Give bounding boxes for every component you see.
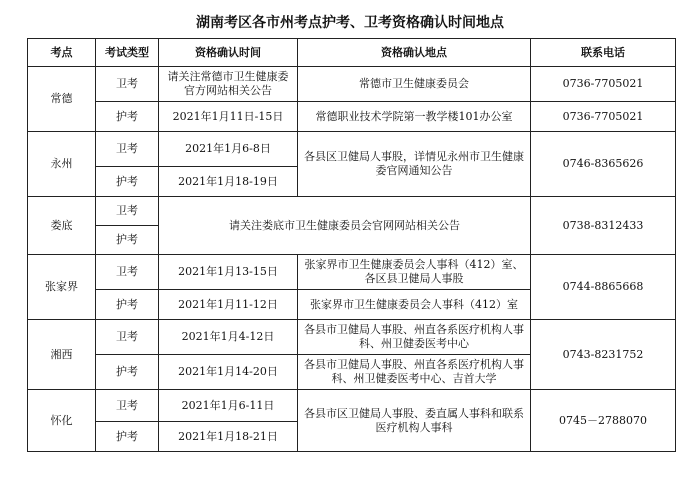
place-cell: 张家界市卫生健康委员会人事科（412）室、各区县卫健局人事股 <box>298 255 531 290</box>
exam-type-cell: 护考 <box>96 226 159 255</box>
exam-type-cell: 卫考 <box>96 255 159 290</box>
exam-type-cell: 卫考 <box>96 67 159 102</box>
exam-type-cell: 护考 <box>96 102 159 132</box>
schedule-table <box>27 38 676 452</box>
place-cell: 常德职业技术学院第一教学楼101办公室 <box>298 102 531 132</box>
time-cell: 2021年1月4-12日 <box>159 320 298 355</box>
notice-cell: 请关注娄底市卫生健康委员会官网网站相关公告 <box>159 197 531 255</box>
place-cell: 各县区卫健局人事股，详情见永州市卫生健康委官网通知公告 <box>298 132 531 197</box>
time-cell: 2021年1月14-20日 <box>159 355 298 390</box>
header-exam-type: 考试类型 <box>96 39 159 67</box>
time-cell: 2021年1月18-19日 <box>159 167 298 197</box>
table-row <box>28 197 676 226</box>
site-cell: 湘西 <box>28 320 96 390</box>
place-cell: 各县市卫健局人事股、州直各系医疗机构人事科、州卫健委医考中心、吉首大学 <box>298 355 531 390</box>
table-row <box>28 102 676 132</box>
time-cell: 请关注常德市卫生健康委官方网站相关公告 <box>159 67 298 102</box>
place-cell: 各县市卫健局人事股、州直各系医疗机构人事科、州卫健委医考中心 <box>298 320 531 355</box>
exam-type-cell: 护考 <box>96 422 159 452</box>
time-cell: 2021年1月6-11日 <box>159 390 298 422</box>
exam-type-cell: 护考 <box>96 167 159 197</box>
table-row <box>28 390 676 422</box>
site-cell: 永州 <box>28 132 96 197</box>
site-cell: 娄底 <box>28 197 96 255</box>
exam-type-cell: 卫考 <box>96 390 159 422</box>
place-cell: 常德市卫生健康委员会 <box>298 67 531 102</box>
phone-cell: 0738-8312433 <box>531 197 676 255</box>
time-cell: 2021年1月11日-15日 <box>159 102 298 132</box>
header-phone: 联系电话 <box>531 39 676 67</box>
phone-cell: 0736-7705021 <box>531 102 676 132</box>
exam-type-cell: 卫考 <box>96 197 159 226</box>
time-cell: 2021年1月6-8日 <box>159 132 298 167</box>
header-row <box>28 39 676 67</box>
table-row <box>28 67 676 102</box>
phone-cell: 0744-8865668 <box>531 255 676 320</box>
phone-cell: 0745－2788070 <box>531 390 676 452</box>
exam-type-cell: 卫考 <box>96 320 159 355</box>
time-cell: 2021年1月11-12日 <box>159 290 298 320</box>
header-place: 资格确认地点 <box>298 39 531 67</box>
table-row <box>28 320 676 355</box>
exam-type-cell: 护考 <box>96 290 159 320</box>
header-time: 资格确认时间 <box>159 39 298 67</box>
exam-type-cell: 卫考 <box>96 132 159 167</box>
site-cell: 张家界 <box>28 255 96 320</box>
phone-cell: 0736-7705021 <box>531 67 676 102</box>
time-cell: 2021年1月13-15日 <box>159 255 298 290</box>
place-cell: 张家界市卫生健康委员会人事科（412）室 <box>298 290 531 320</box>
site-cell: 怀化 <box>28 390 96 452</box>
place-cell: 各县市区卫健局人事股、委直属人事科和联系医疗机构人事科 <box>298 390 531 452</box>
exam-type-cell: 护考 <box>96 355 159 390</box>
site-cell: 常德 <box>28 67 96 132</box>
table-row <box>28 255 676 290</box>
header-site: 考点 <box>28 39 96 67</box>
phone-cell: 0743-8231752 <box>531 320 676 390</box>
phone-cell: 0746-8365626 <box>531 132 676 197</box>
page-title: 湖南考区各市州考点护考、卫考资格确认时间地点 <box>196 15 504 31</box>
time-cell: 2021年1月18-21日 <box>159 422 298 452</box>
table-row <box>28 132 676 167</box>
